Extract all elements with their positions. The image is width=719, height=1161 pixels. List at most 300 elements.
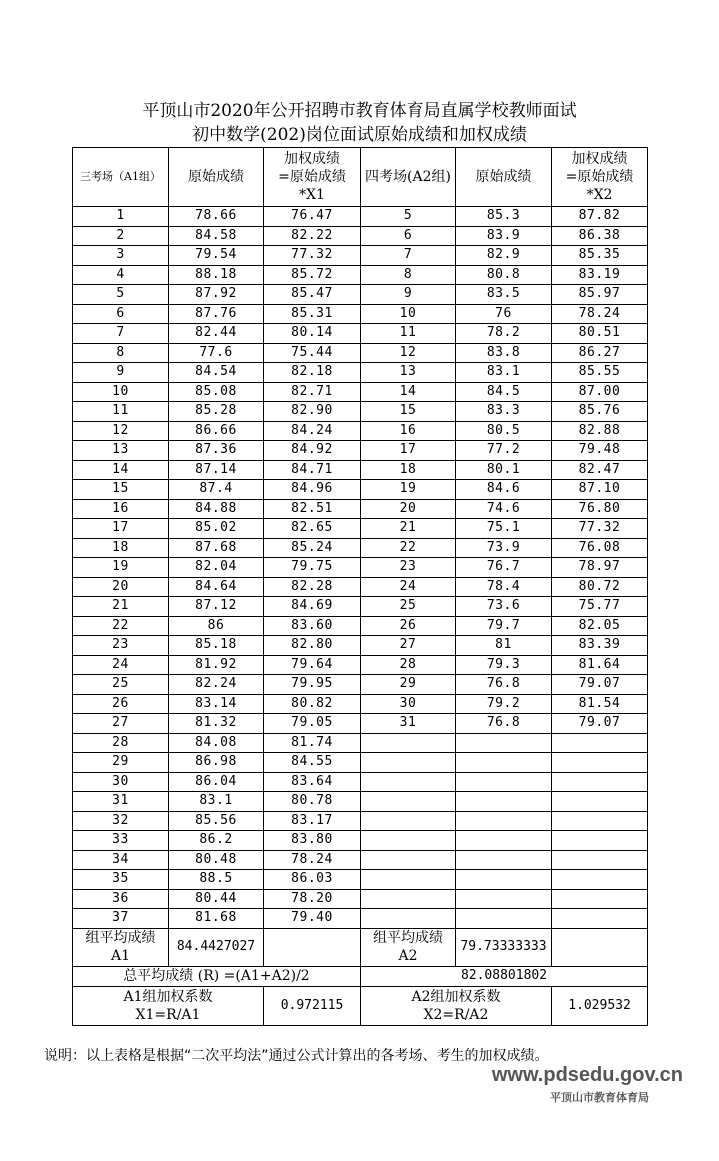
table-row xyxy=(73,889,648,909)
avg-a2-value: 79.73333333 xyxy=(456,928,552,966)
a1-raw-score-cell: 82.24 xyxy=(169,675,264,695)
coefficient-row xyxy=(73,986,648,1025)
a2-weighted-score-cell: 86.27 xyxy=(552,343,648,363)
a2-weighted-score-cell xyxy=(552,753,648,773)
table-row xyxy=(73,304,648,324)
a1-raw-score-cell: 85.18 xyxy=(169,636,264,656)
a2-weighted-score-cell: 81.64 xyxy=(552,655,648,675)
a1-raw-score-cell: 87.68 xyxy=(169,538,264,558)
a2-number-cell: 30 xyxy=(361,694,456,714)
a1-raw-score-cell: 83.14 xyxy=(169,694,264,714)
a1-raw-score-cell: 85.56 xyxy=(169,811,264,831)
a1-number-cell: 27 xyxy=(73,714,169,734)
a1-weighted-score-cell: 83.60 xyxy=(264,616,361,636)
a1-weighted-score-cell: 75.44 xyxy=(264,343,361,363)
a2-raw-score-cell: 73.9 xyxy=(456,538,552,558)
coef-a2-label xyxy=(361,986,552,1025)
a1-number-cell: 17 xyxy=(73,519,169,539)
a1-weighted-score-cell: 84.24 xyxy=(264,421,361,441)
a2-raw-score-cell: 77.2 xyxy=(456,441,552,461)
a1-raw-score-cell: 84.88 xyxy=(169,499,264,519)
a1-weighted-score-cell: 76.47 xyxy=(264,207,361,227)
a2-weighted-score-cell xyxy=(552,850,648,870)
table-row xyxy=(73,753,648,773)
a1-raw-score-cell: 81.32 xyxy=(169,714,264,734)
a1-number-cell: 7 xyxy=(73,324,169,344)
a1-number-cell: 6 xyxy=(73,304,169,324)
table-row xyxy=(73,246,648,266)
a1-number-cell: 19 xyxy=(73,558,169,578)
a1-weighted-score-cell: 84.96 xyxy=(264,480,361,500)
a1-raw-score-cell: 86.04 xyxy=(169,772,264,792)
a2-number-cell xyxy=(361,850,456,870)
a2-weighted-score-cell xyxy=(552,733,648,753)
a1-raw-score-cell: 82.04 xyxy=(169,558,264,578)
coef-a1-value: 0.972115 xyxy=(264,986,361,1025)
a2-raw-score-cell xyxy=(456,831,552,851)
a2-raw-score-cell: 79.7 xyxy=(456,616,552,636)
a2-number-cell: 21 xyxy=(361,519,456,539)
a2-weighted-score-cell: 80.51 xyxy=(552,324,648,344)
a2-raw-score-cell xyxy=(456,850,552,870)
a1-weighted-score-cell: 84.92 xyxy=(264,441,361,461)
table-row xyxy=(73,558,648,578)
a1-weighted-score-cell: 81.74 xyxy=(264,733,361,753)
a1-weighted-score-cell: 82.22 xyxy=(264,226,361,246)
a2-raw-score-cell: 84.6 xyxy=(456,480,552,500)
a1-weighted-score-cell: 84.71 xyxy=(264,460,361,480)
a2-number-cell xyxy=(361,811,456,831)
a1-weighted-score-cell: 86.03 xyxy=(264,870,361,890)
a1-number-cell: 9 xyxy=(73,363,169,383)
header-weighted-a1-line: 加权成绩 xyxy=(284,151,340,167)
a1-weighted-score-cell: 79.75 xyxy=(264,558,361,578)
a1-number-cell: 23 xyxy=(73,636,169,656)
header-weighted-a2 xyxy=(552,148,648,207)
a1-weighted-score-cell: 85.47 xyxy=(264,285,361,305)
scores-table xyxy=(72,147,648,1026)
table-row xyxy=(73,538,648,558)
table-row xyxy=(73,597,648,617)
a1-weighted-score-cell: 85.24 xyxy=(264,538,361,558)
a1-number-cell: 22 xyxy=(73,616,169,636)
a2-number-cell xyxy=(361,733,456,753)
coef-a2-value: 1.029532 xyxy=(552,986,648,1025)
a2-number-cell: 31 xyxy=(361,714,456,734)
table-row xyxy=(73,480,648,500)
a2-raw-score-cell: 80.8 xyxy=(456,265,552,285)
a1-number-cell: 10 xyxy=(73,382,169,402)
a2-number-cell: 11 xyxy=(361,324,456,344)
table-header-row xyxy=(73,148,648,207)
table-row xyxy=(73,265,648,285)
a2-weighted-score-cell: 85.76 xyxy=(552,402,648,422)
header-weighted-a2-line: 加权成绩 xyxy=(571,151,628,167)
a2-weighted-score-cell: 80.72 xyxy=(552,577,648,597)
a1-raw-score-cell: 84.58 xyxy=(169,226,264,246)
watermark-org: 平顶山市教育体育局 xyxy=(550,1091,649,1104)
avg-a2-empty xyxy=(552,928,648,966)
a2-weighted-score-cell: 82.05 xyxy=(552,616,648,636)
a1-number-cell: 8 xyxy=(73,343,169,363)
a2-weighted-score-cell: 77.32 xyxy=(552,519,648,539)
a2-weighted-score-cell xyxy=(552,889,648,909)
a2-number-cell: 8 xyxy=(361,265,456,285)
a2-raw-score-cell: 81 xyxy=(456,636,552,656)
a1-number-cell: 25 xyxy=(73,675,169,695)
a1-raw-score-cell: 79.54 xyxy=(169,246,264,266)
a2-raw-score-cell xyxy=(456,792,552,812)
a2-weighted-score-cell: 76.80 xyxy=(552,499,648,519)
a1-number-cell: 28 xyxy=(73,733,169,753)
table-row xyxy=(73,499,648,519)
table-row xyxy=(73,577,648,597)
a2-number-cell: 5 xyxy=(361,207,456,227)
a1-weighted-score-cell: 82.90 xyxy=(264,402,361,422)
a1-number-cell: 12 xyxy=(73,421,169,441)
a1-raw-score-cell: 77.6 xyxy=(169,343,264,363)
a1-number-cell: 11 xyxy=(73,402,169,422)
a1-weighted-score-cell: 84.55 xyxy=(264,753,361,773)
a2-raw-score-cell: 74.6 xyxy=(456,499,552,519)
a2-raw-score-cell: 75.1 xyxy=(456,519,552,539)
a1-number-cell: 35 xyxy=(73,870,169,890)
a1-weighted-score-cell: 85.31 xyxy=(264,304,361,324)
a2-weighted-score-cell: 85.97 xyxy=(552,285,648,305)
a1-raw-score-cell: 87.92 xyxy=(169,285,264,305)
a2-raw-score-cell: 76.8 xyxy=(456,714,552,734)
a1-raw-score-cell: 85.02 xyxy=(169,519,264,539)
a2-raw-score-cell: 78.2 xyxy=(456,324,552,344)
a1-weighted-score-cell: 82.80 xyxy=(264,636,361,656)
a2-raw-score-cell: 79.2 xyxy=(456,694,552,714)
header-raw-a2: 原始成绩 xyxy=(456,148,552,207)
a1-weighted-score-cell: 84.69 xyxy=(264,597,361,617)
a1-raw-score-cell: 87.76 xyxy=(169,304,264,324)
a1-number-cell: 31 xyxy=(73,792,169,812)
a1-raw-score-cell: 88.18 xyxy=(169,265,264,285)
table-row xyxy=(73,792,648,812)
a1-weighted-score-cell: 82.65 xyxy=(264,519,361,539)
a2-number-cell xyxy=(361,792,456,812)
avg-a1-label-line: 组平均成绩 xyxy=(85,930,156,946)
table-row xyxy=(73,421,648,441)
total-average-label: 总平均成绩 (R) =(A1+A2)/2 xyxy=(73,966,361,986)
a2-weighted-score-cell: 78.97 xyxy=(552,558,648,578)
a1-weighted-score-cell: 82.71 xyxy=(264,382,361,402)
table-row xyxy=(73,909,648,929)
a2-weighted-score-cell: 87.82 xyxy=(552,207,648,227)
a1-number-cell: 2 xyxy=(73,226,169,246)
a1-raw-score-cell: 86.98 xyxy=(169,753,264,773)
a2-number-cell xyxy=(361,889,456,909)
table-row xyxy=(73,226,648,246)
a1-weighted-score-cell: 80.14 xyxy=(264,324,361,344)
a2-number-cell: 14 xyxy=(361,382,456,402)
total-average-value: 82.08801802 xyxy=(361,966,648,986)
a2-raw-score-cell xyxy=(456,733,552,753)
a2-raw-score-cell: 83.8 xyxy=(456,343,552,363)
a1-raw-score-cell: 88.5 xyxy=(169,870,264,890)
a2-weighted-score-cell: 79.48 xyxy=(552,441,648,461)
a2-raw-score-cell: 79.3 xyxy=(456,655,552,675)
header-room-a2: 四考场(A2组) xyxy=(361,148,456,207)
a2-weighted-score-cell: 85.55 xyxy=(552,363,648,383)
total-average-row xyxy=(73,966,648,986)
a2-number-cell: 18 xyxy=(361,460,456,480)
document-title-line1: 平顶山市2020年公开招聘市教育体育局直属学校教师面试 xyxy=(142,101,577,121)
table-row xyxy=(73,655,648,675)
a1-number-cell: 37 xyxy=(73,909,169,929)
a2-number-cell: 6 xyxy=(361,226,456,246)
a2-number-cell xyxy=(361,772,456,792)
a2-weighted-score-cell: 79.07 xyxy=(552,675,648,695)
a2-raw-score-cell xyxy=(456,772,552,792)
a1-number-cell: 30 xyxy=(73,772,169,792)
a1-weighted-score-cell: 77.32 xyxy=(264,246,361,266)
a1-raw-score-cell: 82.44 xyxy=(169,324,264,344)
table-row xyxy=(73,460,648,480)
a2-weighted-score-cell: 79.07 xyxy=(552,714,648,734)
a2-weighted-score-cell xyxy=(552,909,648,929)
a1-raw-score-cell: 85.28 xyxy=(169,402,264,422)
a2-raw-score-cell: 84.5 xyxy=(456,382,552,402)
a2-weighted-score-cell: 82.47 xyxy=(552,460,648,480)
avg-a1-empty xyxy=(264,928,361,966)
explanation-note xyxy=(0,1045,719,1065)
a2-raw-score-cell: 83.5 xyxy=(456,285,552,305)
header-weighted-a1 xyxy=(264,148,361,207)
a1-weighted-score-cell: 79.40 xyxy=(264,909,361,929)
a2-number-cell: 22 xyxy=(361,538,456,558)
a1-raw-score-cell: 87.14 xyxy=(169,460,264,480)
a2-raw-score-cell: 83.1 xyxy=(456,363,552,383)
a2-weighted-score-cell: 85.35 xyxy=(552,246,648,266)
a1-raw-score-cell: 85.08 xyxy=(169,382,264,402)
table-row xyxy=(73,519,648,539)
table-row xyxy=(73,870,648,890)
table-row xyxy=(73,343,648,363)
table-row xyxy=(73,811,648,831)
a2-number-cell: 27 xyxy=(361,636,456,656)
avg-a2-label xyxy=(361,928,456,966)
coef-a2-label-line: A2组加权系数 xyxy=(411,988,501,1005)
a2-raw-score-cell: 78.4 xyxy=(456,577,552,597)
a2-number-cell: 19 xyxy=(361,480,456,500)
a1-weighted-score-cell: 78.24 xyxy=(264,850,361,870)
a2-number-cell: 26 xyxy=(361,616,456,636)
a1-number-cell: 18 xyxy=(73,538,169,558)
table-row xyxy=(73,636,648,656)
a1-number-cell: 24 xyxy=(73,655,169,675)
a1-number-cell: 13 xyxy=(73,441,169,461)
a2-raw-score-cell: 80.5 xyxy=(456,421,552,441)
a2-weighted-score-cell: 86.38 xyxy=(552,226,648,246)
a1-weighted-score-cell: 82.51 xyxy=(264,499,361,519)
a2-number-cell xyxy=(361,753,456,773)
a1-raw-score-cell: 84.54 xyxy=(169,363,264,383)
a2-raw-score-cell xyxy=(456,889,552,909)
a2-number-cell: 10 xyxy=(361,304,456,324)
a1-weighted-score-cell: 83.80 xyxy=(264,831,361,851)
table-row xyxy=(73,694,648,714)
a1-raw-score-cell: 80.48 xyxy=(169,850,264,870)
a2-number-cell: 24 xyxy=(361,577,456,597)
a1-weighted-score-cell: 82.28 xyxy=(264,577,361,597)
a2-weighted-score-cell: 82.88 xyxy=(552,421,648,441)
header-room-a1: 三考场（A1组） xyxy=(73,148,169,207)
a2-weighted-score-cell xyxy=(552,831,648,851)
a2-number-cell: 28 xyxy=(361,655,456,675)
header-weighted-a1-line: =原始成绩 xyxy=(278,169,346,185)
a1-raw-score-cell: 78.66 xyxy=(169,207,264,227)
a2-number-cell: 17 xyxy=(361,441,456,461)
a1-number-cell: 5 xyxy=(73,285,169,305)
a1-raw-score-cell: 84.64 xyxy=(169,577,264,597)
header-weighted-a2-line: =原始成绩 xyxy=(565,169,634,185)
a2-number-cell: 9 xyxy=(361,285,456,305)
header-weighted-a2-line: *X2 xyxy=(586,187,613,203)
a2-raw-score-cell: 76.8 xyxy=(456,675,552,695)
a2-raw-score-cell: 83.9 xyxy=(456,226,552,246)
a1-number-cell: 14 xyxy=(73,460,169,480)
a2-number-cell: 25 xyxy=(361,597,456,617)
document-title-line2: 初中数学(202)岗位面试原始成绩和加权成绩 xyxy=(192,125,527,145)
a1-raw-score-cell: 83.1 xyxy=(169,792,264,812)
a2-weighted-score-cell: 78.24 xyxy=(552,304,648,324)
a2-number-cell: 23 xyxy=(361,558,456,578)
a1-number-cell: 36 xyxy=(73,889,169,909)
a2-number-cell: 20 xyxy=(361,499,456,519)
a1-number-cell: 4 xyxy=(73,265,169,285)
a1-weighted-score-cell: 80.82 xyxy=(264,694,361,714)
a1-weighted-score-cell: 85.72 xyxy=(264,265,361,285)
table-row xyxy=(73,714,648,734)
a1-raw-score-cell: 87.36 xyxy=(169,441,264,461)
a1-number-cell: 34 xyxy=(73,850,169,870)
a2-number-cell xyxy=(361,870,456,890)
a2-raw-score-cell: 85.3 xyxy=(456,207,552,227)
a1-number-cell: 16 xyxy=(73,499,169,519)
a1-raw-score-cell: 81.68 xyxy=(169,909,264,929)
a2-weighted-score-cell xyxy=(552,792,648,812)
table-row xyxy=(73,772,648,792)
a1-raw-score-cell: 86 xyxy=(169,616,264,636)
table-row xyxy=(73,675,648,695)
a1-raw-score-cell: 80.44 xyxy=(169,889,264,909)
a2-raw-score-cell xyxy=(456,811,552,831)
avg-a1-label-line: A1 xyxy=(110,948,131,964)
a1-number-cell: 20 xyxy=(73,577,169,597)
avg-a2-label-line: A2 xyxy=(398,948,418,964)
avg-a2-label-line: 组平均成绩 xyxy=(373,930,443,946)
a1-weighted-score-cell: 80.78 xyxy=(264,792,361,812)
header-raw-a1: 原始成绩 xyxy=(169,148,264,207)
coef-a1-label-line: X1=R/A1 xyxy=(135,1006,201,1023)
a2-number-cell: 16 xyxy=(361,421,456,441)
table-row xyxy=(73,382,648,402)
a2-raw-score-cell xyxy=(456,909,552,929)
table-row xyxy=(73,850,648,870)
a2-raw-score-cell: 80.1 xyxy=(456,460,552,480)
avg-a1-value: 84.4427027 xyxy=(169,928,264,966)
group-average-row xyxy=(73,928,648,966)
a1-number-cell: 29 xyxy=(73,753,169,773)
table-row xyxy=(73,402,648,422)
table-row xyxy=(73,285,648,305)
table-row xyxy=(73,733,648,753)
watermark-site: www.pdsedu.gov.cn xyxy=(491,1064,683,1086)
header-weighted-a1-line: *X1 xyxy=(299,187,325,203)
a2-weighted-score-cell: 83.39 xyxy=(552,636,648,656)
a1-number-cell: 26 xyxy=(73,694,169,714)
a1-raw-score-cell: 84.08 xyxy=(169,733,264,753)
coef-a1-label xyxy=(73,986,264,1025)
a2-raw-score-cell xyxy=(456,870,552,890)
table-row xyxy=(73,363,648,383)
table-row xyxy=(73,441,648,461)
a2-number-cell xyxy=(361,831,456,851)
a2-number-cell: 13 xyxy=(361,363,456,383)
a2-number-cell xyxy=(361,909,456,929)
a2-number-cell: 7 xyxy=(361,246,456,266)
a1-raw-score-cell: 86.2 xyxy=(169,831,264,851)
a2-weighted-score-cell: 83.19 xyxy=(552,265,648,285)
table-row xyxy=(73,616,648,636)
a2-raw-score-cell: 82.9 xyxy=(456,246,552,266)
a2-weighted-score-cell: 87.00 xyxy=(552,382,648,402)
a2-raw-score-cell xyxy=(456,753,552,773)
a2-number-cell: 29 xyxy=(361,675,456,695)
a1-weighted-score-cell: 83.17 xyxy=(264,811,361,831)
coef-a1-label-line: A1组加权系数 xyxy=(123,988,213,1005)
a1-weighted-score-cell: 79.95 xyxy=(264,675,361,695)
coef-a2-label-line: X2=R/A2 xyxy=(423,1006,489,1023)
a2-raw-score-cell: 83.3 xyxy=(456,402,552,422)
table-row xyxy=(73,324,648,344)
a2-raw-score-cell: 73.6 xyxy=(456,597,552,617)
a1-weighted-score-cell: 78.20 xyxy=(264,889,361,909)
a2-raw-score-cell: 76 xyxy=(456,304,552,324)
table-row xyxy=(73,831,648,851)
a1-weighted-score-cell: 83.64 xyxy=(264,772,361,792)
explanation-note-text: 说明：以上表格是根据“二次平均法”通过公式计算出的各考场、考生的加权成绩。 xyxy=(44,1048,549,1064)
a2-raw-score-cell: 76.7 xyxy=(456,558,552,578)
a1-number-cell: 33 xyxy=(73,831,169,851)
a2-weighted-score-cell: 87.10 xyxy=(552,480,648,500)
a1-number-cell: 3 xyxy=(73,246,169,266)
a1-weighted-score-cell: 79.64 xyxy=(264,655,361,675)
a1-number-cell: 21 xyxy=(73,597,169,617)
a1-number-cell: 15 xyxy=(73,480,169,500)
a2-weighted-score-cell xyxy=(552,811,648,831)
a1-number-cell: 1 xyxy=(73,207,169,227)
a2-weighted-score-cell: 75.77 xyxy=(552,597,648,617)
a1-raw-score-cell: 87.12 xyxy=(169,597,264,617)
a2-number-cell: 15 xyxy=(361,402,456,422)
a1-raw-score-cell: 81.92 xyxy=(169,655,264,675)
a2-weighted-score-cell xyxy=(552,870,648,890)
a1-number-cell: 32 xyxy=(73,811,169,831)
a1-weighted-score-cell: 82.18 xyxy=(264,363,361,383)
a1-raw-score-cell: 87.4 xyxy=(169,480,264,500)
a2-weighted-score-cell xyxy=(552,772,648,792)
a1-raw-score-cell: 86.66 xyxy=(169,421,264,441)
a1-weighted-score-cell: 79.05 xyxy=(264,714,361,734)
a2-weighted-score-cell: 76.08 xyxy=(552,538,648,558)
a2-weighted-score-cell: 81.54 xyxy=(552,694,648,714)
table-row xyxy=(73,207,648,227)
